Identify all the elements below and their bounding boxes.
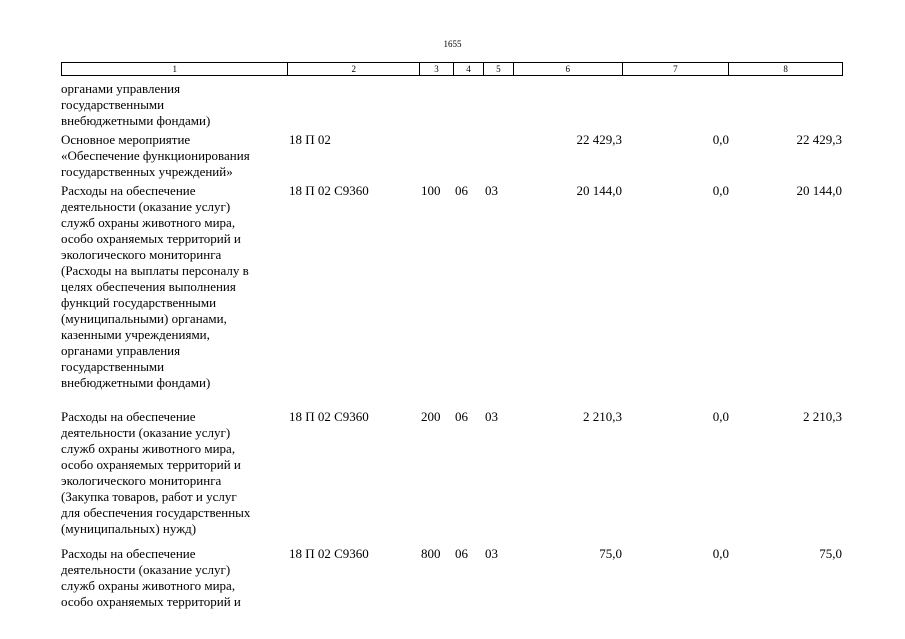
item-description: [61, 132, 287, 180]
section: 06: [455, 183, 468, 198]
description-line: Расходы на обеспечение: [61, 409, 196, 424]
description-line: Расходы на обеспечение: [61, 546, 196, 561]
subsection: 03: [485, 183, 498, 198]
amount-col-8: 2 210,3: [803, 409, 842, 424]
description-line: (муниципальными) органами,: [61, 311, 227, 326]
amount-col-6: 20 144,0: [576, 183, 622, 198]
description-line: органами управления: [61, 343, 181, 358]
item-description: [61, 81, 287, 129]
description-line: функций государственными: [61, 295, 217, 310]
amount-col-8: 22 429,3: [796, 132, 842, 147]
description-line: служб охраны животного мира,: [61, 441, 236, 456]
description-line: казенными учреждениями,: [61, 327, 210, 342]
item-description: [61, 183, 287, 391]
description-line: деятельности (оказание услуг): [61, 562, 231, 577]
description-line: государственных учреждений»: [61, 164, 233, 179]
page-number: 1655: [443, 39, 462, 49]
amount-col-7: 0,0: [712, 132, 729, 147]
description-line: Расходы на обеспечение: [61, 183, 196, 198]
description-line: государственными: [61, 359, 165, 374]
amount-col-7: 0,0: [712, 546, 729, 561]
amount-col-6: 75,0: [599, 546, 622, 561]
description-line: деятельности (оказание услуг): [61, 199, 231, 214]
amount-col-7: 0,0: [712, 183, 729, 198]
description-line: государственными: [61, 97, 165, 112]
item-description: [61, 409, 287, 537]
item-description: [61, 546, 287, 610]
description-line: внебюджетными фондами): [61, 113, 211, 128]
section: 06: [455, 546, 468, 561]
subsection: 03: [485, 409, 498, 424]
description-line: служб охраны животного мира,: [61, 215, 236, 230]
description-line: особо охраняемых территорий и: [61, 594, 241, 609]
description-line: для обеспечения государственных: [61, 505, 251, 520]
expense-type: 100: [421, 183, 441, 198]
description-line: «Обеспечение функционирования: [61, 148, 250, 163]
expense-type: 200: [421, 409, 441, 424]
amount-col-6: 22 429,3: [576, 132, 622, 147]
budget-code: 18 П 02: [289, 132, 331, 147]
description-line: органами управления: [61, 81, 181, 96]
budget-code: 18 П 02 С9360: [289, 546, 369, 561]
description-line: внебюджетными фондами): [61, 375, 211, 390]
column-header-7: 7: [623, 63, 730, 75]
description-line: целях обеспечения выполнения: [61, 279, 236, 294]
description-line: особо охраняемых территорий и: [61, 231, 241, 246]
amount-col-6: 2 210,3: [583, 409, 622, 424]
description-line: служб охраны животного мира,: [61, 578, 236, 593]
description-line: экологического мониторинга: [61, 247, 222, 262]
description-line: (муниципальных) нужд): [61, 521, 197, 536]
column-header-6: 6: [514, 63, 623, 75]
description-line: деятельности (оказание услуг): [61, 425, 231, 440]
column-header-3: 3: [420, 63, 454, 75]
column-header-2: 2: [288, 63, 420, 75]
column-header-8: 8: [783, 64, 788, 74]
column-header-4: 4: [454, 63, 484, 75]
subsection: 03: [485, 546, 498, 561]
column-header-1: 1: [62, 63, 288, 75]
expense-type: 800: [421, 546, 441, 561]
section: 06: [455, 409, 468, 424]
budget-code: 18 П 02 С9360: [289, 183, 369, 198]
amount-col-7: 0,0: [712, 409, 729, 424]
column-header-5: 5: [484, 63, 514, 75]
description-line: особо охраняемых территорий и: [61, 457, 241, 472]
amount-col-8: 20 144,0: [796, 183, 842, 198]
budget-code: 18 П 02 С9360: [289, 409, 369, 424]
description-line: (Расходы на выплаты персоналу в: [61, 263, 249, 278]
amount-col-8: 75,0: [819, 546, 842, 561]
description-line: Основное мероприятие: [61, 132, 191, 147]
description-line: (Закупка товаров, работ и услуг: [61, 489, 237, 504]
description-line: экологического мониторинга: [61, 473, 222, 488]
table-column-header: [61, 62, 843, 76]
